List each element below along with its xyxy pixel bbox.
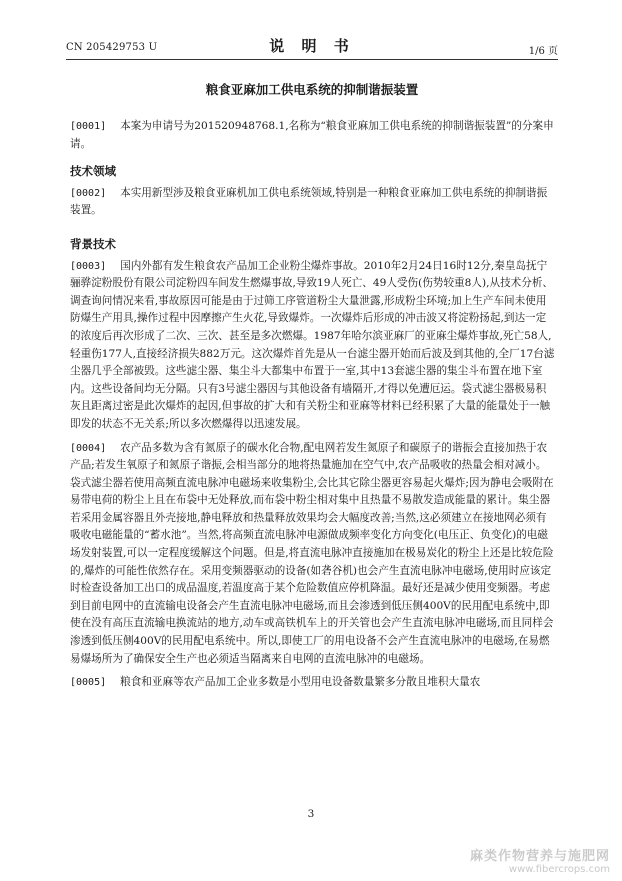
section-heading-tech-field: 技术领域 [70,164,116,179]
site-watermark [470,845,610,875]
document-title: 粮食亚麻加工供电系统的抑制谐振装置 [205,82,419,97]
document-type: 说 明 书 [269,37,355,55]
paragraph-0003 [70,258,556,434]
paragraph-text: 本实用新型涉及粮食亚麻机加工供电系统领域,特别是一种粮食亚麻加工供电系统的抑制谐振装置。 [70,186,548,217]
paragraph-number: [0004] [70,442,107,454]
patent-number: CN 205429753 U [66,42,158,53]
paragraph-0001 [70,118,556,153]
paragraph-text: 粮食和亚麻等农产品加工企业多数是小型用电设备数量繁多分散且堆积大量农 [120,676,481,689]
paragraph-0005 [70,674,556,692]
paragraph-number: [0003] [70,260,107,272]
paragraph-number: [0001] [70,121,107,132]
document-body [70,118,556,698]
paragraph-0002 [70,185,556,220]
header-rule [66,59,558,60]
paragraph-text: 国内外都有发生粮食农产品加工企业粉尘爆炸事故。2010年2月24日16时12分,秦皇岛抚宁骊骅淀粉股份有限公司淀粉四车间发生燃爆事故,导致19人死亡、49人受伤(伤势较重8人),从技术分析、调查询问情况来看,事故原因可能是由于过筛工序管道粉尘大量泄露,形成粉尘环境;加上生产车间未使用防爆生产用具,操作过程中因摩擦产生火花,导致爆炸。一次爆炸后形成的冲击波又将淀粉扬起,到达一定的浓度后再次形成了二次、三次、甚至是多次燃爆。1987年哈尔滨亚麻厂的亚麻尘爆炸事故,死亡58人,轻重伤177人,直接经济损失882万元。这次爆炸首先是从一台滤尘器开始而后波及到其他的,全厂17台滤尘器几乎全部被毁。这些滤尘器、集尘斗大都集中布置于一室,其中13套滤尘器的集尘斗布置在地下室内。这些设备间均无分隔。只有3号滤尘器因与其他设备有墙隔开,才得以免遭厄运。袋式滤尘器极易积灰且距离过密是此次爆炸的起因,但事故的扩大和有关粉尘和亚麻等材料已经积累了大量的能量处于一触即发的状态不无关系;所以多次燃爆得以迅速发展。 [70,259,555,430]
page-number: 3 [307,808,315,820]
watermark-title: 麻类作物营养与施肥网 [469,849,610,864]
paragraph-text: 农产品多数为含有氮原子的碳水化合物,配电网若发生氮原子和碳原子的谐振会直接加热于农产品;若发生氧原子和氮原子谐振,会相当部分的地将热量施加在空气中,农产品吸收的热量会相对减小。袋式滤尘器若使用高频直流电脉冲电磁场来收集粉尘,会比其它除尘器更容易起火爆炸;因为静电会吸附在易带电荷的粉尘上且在布袋中无处释放,而布袋中粉尘相对集中且热量不易散发造成能量的累计。集尘器若采用金属容器且外壳接地,静电释放和热量释放效果均会大幅度改善;当然,这必须建立在接地网必须有吸收电磁能量的“蓄水池”。当然,将高频直流电脉冲电源做成频率变化方向变化(电压正、负变化)的电磁场发射装置,可以一定程度缓解这个问题。但是,将直流电脉冲直接施加在极易炭化的粉尘上还是比较危险的,爆炸的可能性依然存在。采用变频器驱动的设备(如砻谷机)也会产生直流电脉冲电磁场,使用时应该定时检查设备加工出口的成品温度,若温度高于某个危险数值应停机降温。最好还是减少使用变频器。考虑到目前电网中的直流输电设备会产生直流电脉冲电磁场,而且会渗透到低压侧400V的民用配电系统中,即使在没有高压直流输电换流站的地方,动车或高铁机车上的开关管也会产生直流电脉冲电磁场,而且同样会渗透到低压侧400V的民用配电系统中。所以,即使工厂的用电设备不会产生直流电脉冲的电磁场,在易燃易爆场所为了确保安全生产也必须适当隔离来自电网的直流电脉冲的电磁场。 [70,441,554,665]
paragraph-0004 [70,440,556,669]
paragraph-number: [0005] [70,677,107,689]
section-heading-background: 背景技术 [70,236,116,251]
document-header [66,32,558,56]
watermark-url: www.fibercrops.com [508,864,610,875]
paragraph-number: [0002] [70,187,107,199]
page-info: 1/6 页 [528,46,558,57]
paragraph-text: 本案为申请号为201520948768.1,名称为“粮食亚麻加工供电系统的抑制谐振装置”的分案申请。 [70,120,554,150]
